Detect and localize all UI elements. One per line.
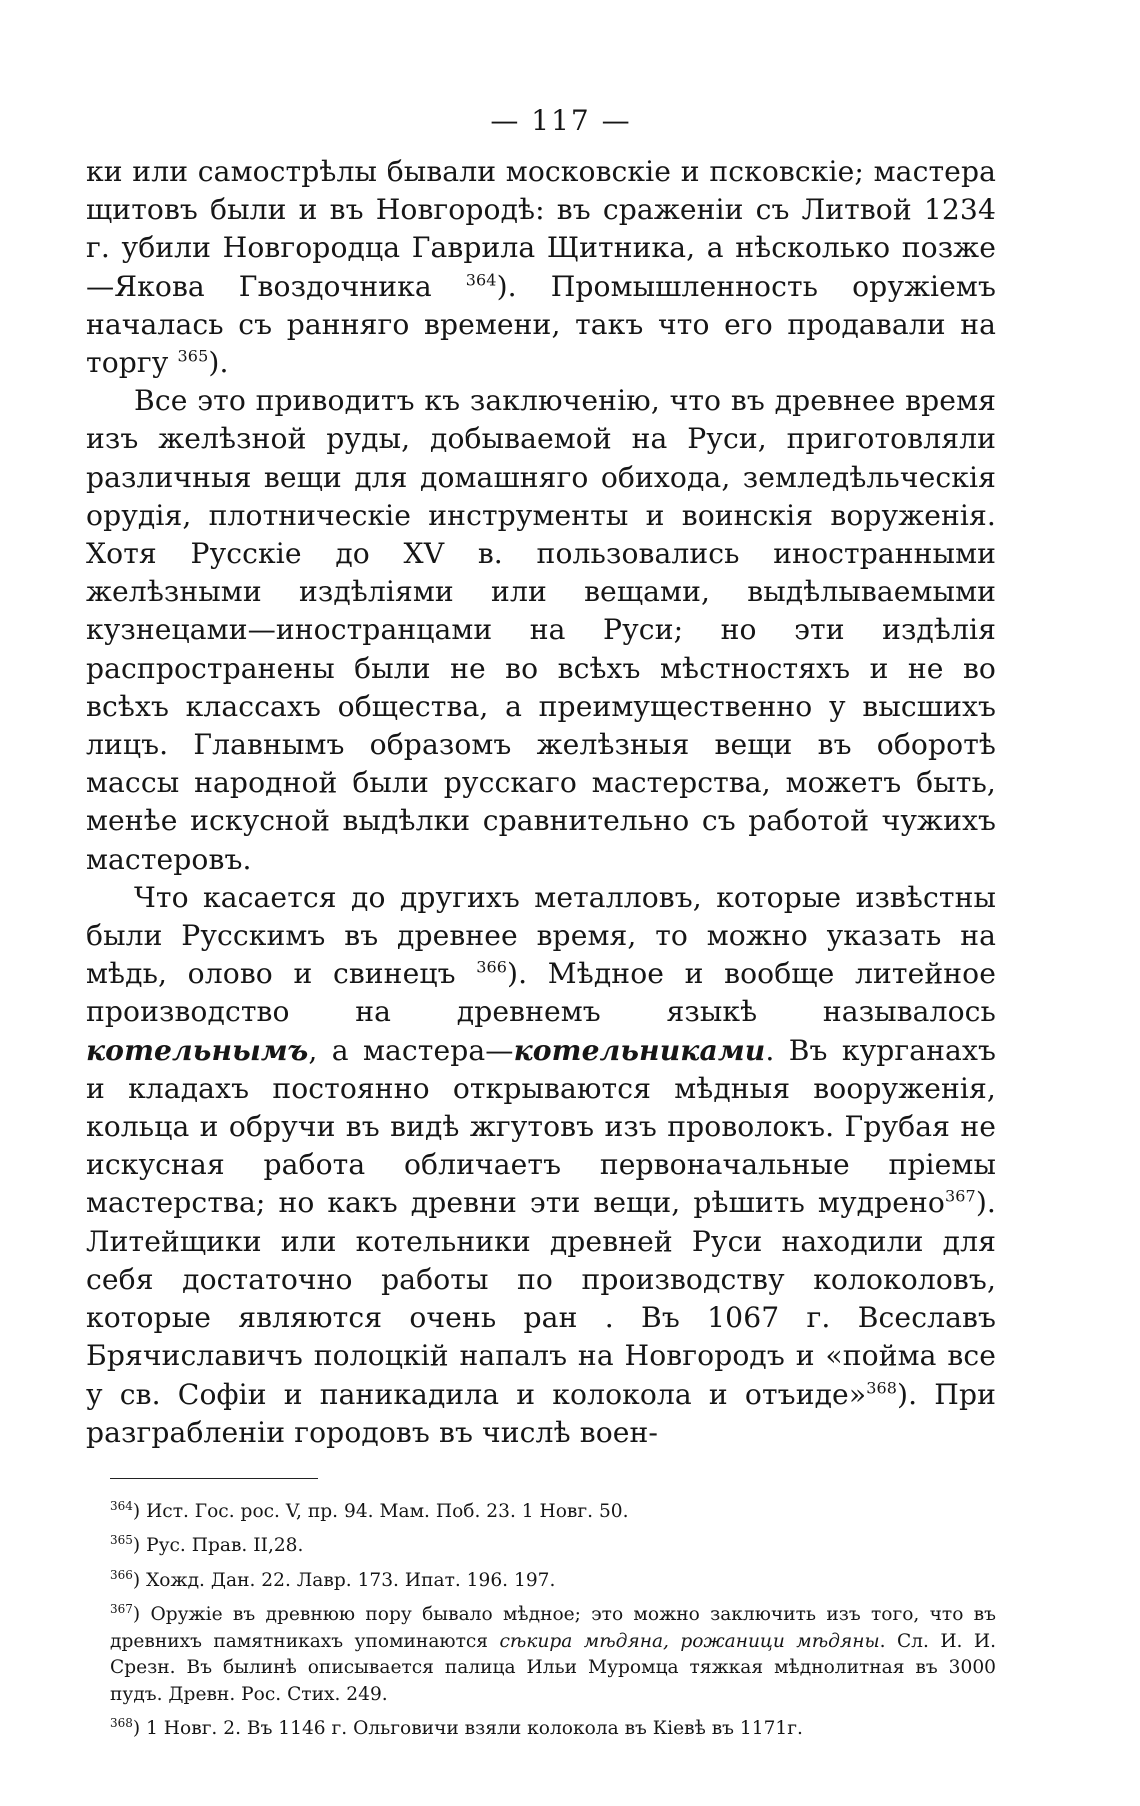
footnote-text — [133, 1535, 304, 1556]
paragraph-2 — [86, 382, 996, 879]
footnote-label: 366 — [110, 1567, 133, 1582]
text-run: ). Промышленность оружіемъ началась съ ранняго времени, такъ что его продавали на торгу — [86, 269, 996, 380]
text-run: . Сл. И. И. Срезн. Въ былинѣ описывается палица Ильи Муромца тяжкая мѣднолитная въ 3000 пудъ. Древн. Рос. Стих. 249. — [110, 1630, 997, 1705]
footnote-text — [110, 1604, 996, 1705]
footnote-368 — [110, 1716, 996, 1743]
footnote-label: 368 — [110, 1716, 133, 1731]
text-run: . Въ курганахъ и кладахъ постоянно открываются мѣдныя вооруженія, кольца и обручи въ видѣ жгутовъ изъ проволокъ. Грубая не искусная работа обличаетъ первоначальные пріемы мастерства; но какъ древни эти вещи, рѣшить мудрено — [86, 1033, 996, 1220]
footnotes — [86, 1499, 996, 1743]
body-text — [86, 153, 996, 1452]
footnote-label: 365 — [110, 1533, 133, 1548]
text-run: ) Ист. Гос. рос. V, пр. 94. Мам. Поб. 23. 1 Новг. 50. — [132, 1500, 629, 1522]
page-number: — 117 — — [490, 104, 632, 137]
footnote-364 — [110, 1499, 996, 1526]
text-run: ). При разграбленіи городовъ въ числѣ воен- — [86, 1377, 996, 1449]
text-run: ). — [208, 346, 229, 380]
footnote-ref: 366 — [476, 957, 508, 977]
footnote-ref: 364 — [465, 270, 497, 290]
text-run: ) Хожд. Дан. 22. Лавр. 173. Ипат. 196. 197. — [132, 1569, 556, 1591]
footnote-ref: 367 — [944, 1187, 976, 1207]
footnote-365 — [110, 1533, 996, 1560]
text-run: ) 1 Новг. 2. Въ 1146 г. Ольговичи взяли колокола въ Кіевѣ въ 1171г. — [132, 1718, 803, 1740]
paragraph-3 — [86, 879, 996, 1452]
text-run: ). Литейщики или котельники древней Руси находили для себя достаточно работы по производству колоколовъ, которые являются очень ран . Въ 1067 г. Всеславъ Брячиславичъ полоцкій напалъ на Новгородъ и «пойма все у св. Софіи и паникадила и колокола и отъиде» — [86, 1186, 996, 1411]
footnote-separator — [110, 1478, 318, 1479]
text-run: Все это приводитъ къ заключенію, что въ древнее время изъ желѣзной руды, добываемой на Руси, приготовляли различныя вещи для домашняго обихода, земледѣльческія орудія, плотническіе инструменты и воинскія воруженія. Хотя Русскіе до XV в. пользовались иностранными желѣзными издѣліями или вещами, выдѣлываемыми кузнецами—иностранцами на Руси; но эти издѣлія распространены были не во всѣхъ мѣстностяхъ и не во всѣхъ классахъ общества, а преимущественно у высшихъ лицъ. Главнымъ образомъ желѣзныя вещи въ оборотѣ массы народной были русскаго мастерства, можетъ быть, менѣе искусной выдѣлки сравнительно съ работой чужихъ мастеровъ. — [86, 384, 996, 876]
text-run: , а мастера— — [308, 1033, 514, 1067]
footnote-366 — [110, 1568, 996, 1595]
italic-term: котельниками — [513, 1033, 766, 1067]
text-run: ) Рус. Прав. II,28. — [132, 1535, 304, 1557]
italic-term: котельнымъ — [86, 1033, 309, 1067]
footnote-text — [133, 1570, 555, 1591]
text-run: Что касается до другихъ металловъ, которые извѣстны были Русскимъ въ древнее время, то можно указать на мѣдь, олово и свинецъ — [86, 880, 996, 991]
footnote-ref: 368 — [866, 1378, 898, 1398]
footnote-ref: 365 — [177, 346, 209, 366]
italic-quote: сѣкира мѣдяна, рожаници мѣдяны — [499, 1630, 880, 1652]
footnote-text — [133, 1718, 803, 1739]
footnote-text — [133, 1501, 629, 1522]
text-run: ) Оружіе въ древнюю пору бывало мѣдное; это можно заключить изъ того, что въ древнихъ памятникахъ упоминаются — [110, 1604, 996, 1652]
footnote-367 — [110, 1602, 996, 1708]
footnote-label: 364 — [110, 1498, 133, 1513]
footnote-label: 367 — [110, 1602, 133, 1617]
text-run: ). Мѣдное и вообще литейное производство на древнемъ языкѣ называлось — [86, 957, 996, 1029]
paragraph-1 — [86, 153, 996, 382]
text-run: ки или самострѣлы бывали московскіе и псковскіе; мастера щитовъ были и въ Новгородѣ: въ сраженіи съ Литвой 1234 г. убили Новгородца Гаврила Щитника, а нѣсколько позже—Якова Гвоздочника — [86, 155, 996, 303]
